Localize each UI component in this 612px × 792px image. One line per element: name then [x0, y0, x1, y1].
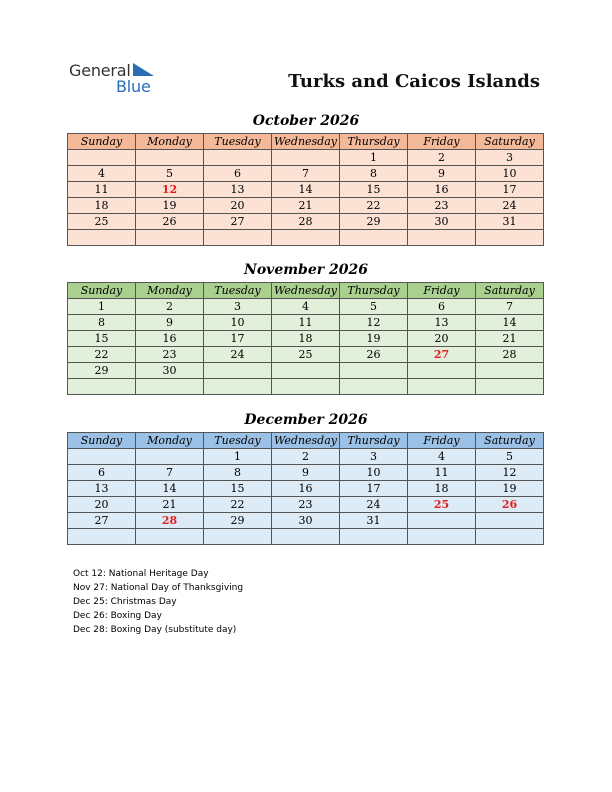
- day-cell: [204, 230, 272, 246]
- day-cell: [136, 529, 204, 545]
- day-cell: 11: [68, 182, 136, 198]
- day-cell: 28: [476, 347, 544, 363]
- day-cell: 29: [204, 513, 272, 529]
- day-cell: [272, 529, 340, 545]
- day-cell: 12: [340, 315, 408, 331]
- day-cell: 23: [136, 347, 204, 363]
- day-cell: [68, 529, 136, 545]
- day-cell: 5: [136, 166, 204, 182]
- weekday-header: Monday: [136, 134, 204, 150]
- day-cell: 6: [68, 465, 136, 481]
- day-cell: 27: [68, 513, 136, 529]
- day-cell: 8: [340, 166, 408, 182]
- day-cell: 26: [476, 497, 544, 513]
- day-cell: 13: [408, 315, 476, 331]
- day-cell: 6: [408, 299, 476, 315]
- holiday-list: [73, 567, 243, 637]
- weekday-header: Friday: [408, 283, 476, 299]
- day-cell: [272, 379, 340, 395]
- day-cell: 15: [204, 481, 272, 497]
- weekday-header: Thursday: [340, 433, 408, 449]
- day-cell: 20: [68, 497, 136, 513]
- day-cell: 9: [272, 465, 340, 481]
- holiday-item: Dec 26: Boxing Day: [73, 611, 162, 621]
- day-cell: [136, 230, 204, 246]
- day-cell: [68, 150, 136, 166]
- day-cell: 1: [204, 449, 272, 465]
- day-cell: [272, 230, 340, 246]
- day-cell: [204, 150, 272, 166]
- day-cell: 13: [204, 182, 272, 198]
- day-cell: 2: [136, 299, 204, 315]
- day-cell: 4: [408, 449, 476, 465]
- week-row: [68, 481, 544, 497]
- day-cell: 10: [340, 465, 408, 481]
- weekday-header: Saturday: [476, 283, 544, 299]
- day-cell: [68, 230, 136, 246]
- month-title-october: October 2026: [252, 113, 360, 129]
- day-cell: 14: [476, 315, 544, 331]
- day-cell: 30: [272, 513, 340, 529]
- day-cell: 21: [136, 497, 204, 513]
- day-cell: 15: [68, 331, 136, 347]
- logo-text-blue: Blue: [116, 77, 151, 96]
- day-cell: 22: [204, 497, 272, 513]
- day-cell: 30: [408, 214, 476, 230]
- weekday-header: Friday: [408, 134, 476, 150]
- day-cell: [408, 363, 476, 379]
- day-cell: [408, 379, 476, 395]
- week-row: [68, 347, 544, 363]
- day-cell: 20: [204, 198, 272, 214]
- day-cell: 24: [204, 347, 272, 363]
- day-cell: [476, 363, 544, 379]
- weekday-header: Sunday: [68, 433, 136, 449]
- day-cell: [476, 513, 544, 529]
- week-row: [68, 198, 544, 214]
- day-cell: [136, 150, 204, 166]
- week-row: [68, 150, 544, 166]
- week-row: [68, 230, 544, 246]
- day-cell: [136, 379, 204, 395]
- day-cell: 23: [272, 497, 340, 513]
- week-row: [68, 465, 544, 481]
- week-row: [68, 315, 544, 331]
- week-row: [68, 379, 544, 395]
- day-cell: 25: [272, 347, 340, 363]
- day-cell: [272, 150, 340, 166]
- day-cell: 21: [272, 198, 340, 214]
- day-cell: 7: [272, 166, 340, 182]
- day-cell: 10: [476, 166, 544, 182]
- day-cell: 11: [272, 315, 340, 331]
- logo-triangle-icon: [133, 63, 155, 77]
- day-cell: 24: [476, 198, 544, 214]
- day-cell: 2: [272, 449, 340, 465]
- day-cell: 22: [340, 198, 408, 214]
- day-cell: 3: [476, 150, 544, 166]
- logo-text-general: General: [69, 61, 131, 80]
- day-cell: 27: [204, 214, 272, 230]
- weekday-header: Sunday: [68, 283, 136, 299]
- day-cell: 1: [68, 299, 136, 315]
- day-cell: 25: [68, 214, 136, 230]
- week-row: [68, 182, 544, 198]
- day-cell: 3: [340, 449, 408, 465]
- day-cell: [272, 363, 340, 379]
- day-cell: 13: [68, 481, 136, 497]
- day-cell: [476, 230, 544, 246]
- day-cell: 15: [340, 182, 408, 198]
- day-cell: 19: [136, 198, 204, 214]
- weekday-header: Tuesday: [204, 433, 272, 449]
- day-cell: [68, 379, 136, 395]
- day-cell: 28: [136, 513, 204, 529]
- day-cell: [340, 363, 408, 379]
- day-cell: 7: [476, 299, 544, 315]
- day-cell: 20: [408, 331, 476, 347]
- holiday-item: Nov 27: National Day of Thanksgiving: [73, 583, 244, 593]
- day-cell: 14: [136, 481, 204, 497]
- week-row: [68, 363, 544, 379]
- day-cell: 29: [68, 363, 136, 379]
- day-cell: [68, 449, 136, 465]
- day-cell: 19: [476, 481, 544, 497]
- day-cell: 17: [476, 182, 544, 198]
- day-cell: 26: [340, 347, 408, 363]
- day-cell: [204, 363, 272, 379]
- day-cell: 29: [340, 214, 408, 230]
- country-title: Turks and Caicos Islands: [288, 71, 540, 92]
- weekday-header: Monday: [136, 283, 204, 299]
- day-cell: 18: [272, 331, 340, 347]
- day-cell: 12: [476, 465, 544, 481]
- week-row: [68, 331, 544, 347]
- day-cell: 8: [68, 315, 136, 331]
- day-cell: 23: [408, 198, 476, 214]
- day-cell: [204, 379, 272, 395]
- weekday-header: Friday: [408, 433, 476, 449]
- day-cell: 8: [204, 465, 272, 481]
- day-cell: 5: [340, 299, 408, 315]
- day-cell: 22: [68, 347, 136, 363]
- day-cell: [340, 230, 408, 246]
- day-cell: 21: [476, 331, 544, 347]
- calendar-october: [67, 133, 544, 246]
- day-cell: 24: [340, 497, 408, 513]
- week-row: [68, 214, 544, 230]
- day-cell: 16: [408, 182, 476, 198]
- day-cell: 9: [136, 315, 204, 331]
- calendar-november: [67, 282, 544, 395]
- holiday-item: Dec 25: Christmas Day: [73, 597, 177, 607]
- day-cell: [340, 379, 408, 395]
- week-row: [68, 299, 544, 315]
- month-title-november: November 2026: [244, 262, 368, 278]
- week-row: [68, 166, 544, 182]
- day-cell: 4: [68, 166, 136, 182]
- weekday-header: Wednesday: [272, 134, 340, 150]
- day-cell: 9: [408, 166, 476, 182]
- day-cell: [204, 529, 272, 545]
- day-cell: 14: [272, 182, 340, 198]
- day-cell: 10: [204, 315, 272, 331]
- weekday-header: Thursday: [340, 134, 408, 150]
- day-cell: 5: [476, 449, 544, 465]
- day-cell: 7: [136, 465, 204, 481]
- holiday-item: Dec 28: Boxing Day (substitute day): [73, 625, 237, 635]
- day-cell: [476, 529, 544, 545]
- day-cell: 31: [476, 214, 544, 230]
- calendar-december: [67, 432, 544, 545]
- holiday-item: Oct 12: National Heritage Day: [73, 569, 209, 579]
- day-cell: 16: [136, 331, 204, 347]
- day-cell: 26: [136, 214, 204, 230]
- day-cell: 17: [340, 481, 408, 497]
- day-cell: 18: [408, 481, 476, 497]
- day-cell: 6: [204, 166, 272, 182]
- day-cell: [476, 379, 544, 395]
- day-cell: 30: [136, 363, 204, 379]
- week-row: [68, 449, 544, 465]
- week-row: [68, 513, 544, 529]
- day-cell: [408, 513, 476, 529]
- weekday-header: Monday: [136, 433, 204, 449]
- day-cell: 17: [204, 331, 272, 347]
- day-cell: [408, 529, 476, 545]
- week-row: [68, 529, 544, 545]
- weekday-header: Saturday: [476, 433, 544, 449]
- day-cell: 25: [408, 497, 476, 513]
- week-row: [68, 497, 544, 513]
- day-cell: [136, 449, 204, 465]
- day-cell: 27: [408, 347, 476, 363]
- day-cell: 1: [340, 150, 408, 166]
- weekday-header: Tuesday: [204, 283, 272, 299]
- day-cell: 11: [408, 465, 476, 481]
- weekday-header: Thursday: [340, 283, 408, 299]
- day-cell: 2: [408, 150, 476, 166]
- weekday-header: Sunday: [68, 134, 136, 150]
- day-cell: 16: [272, 481, 340, 497]
- month-title-december: December 2026: [244, 412, 368, 428]
- weekday-header: Saturday: [476, 134, 544, 150]
- day-cell: 4: [272, 299, 340, 315]
- day-cell: 18: [68, 198, 136, 214]
- weekday-header: Wednesday: [272, 283, 340, 299]
- day-cell: [408, 230, 476, 246]
- logo: [69, 60, 164, 96]
- day-cell: 12: [136, 182, 204, 198]
- day-cell: 28: [272, 214, 340, 230]
- day-cell: 3: [204, 299, 272, 315]
- day-cell: 31: [340, 513, 408, 529]
- day-cell: [340, 529, 408, 545]
- weekday-header: Wednesday: [272, 433, 340, 449]
- day-cell: 19: [340, 331, 408, 347]
- weekday-header: Tuesday: [204, 134, 272, 150]
